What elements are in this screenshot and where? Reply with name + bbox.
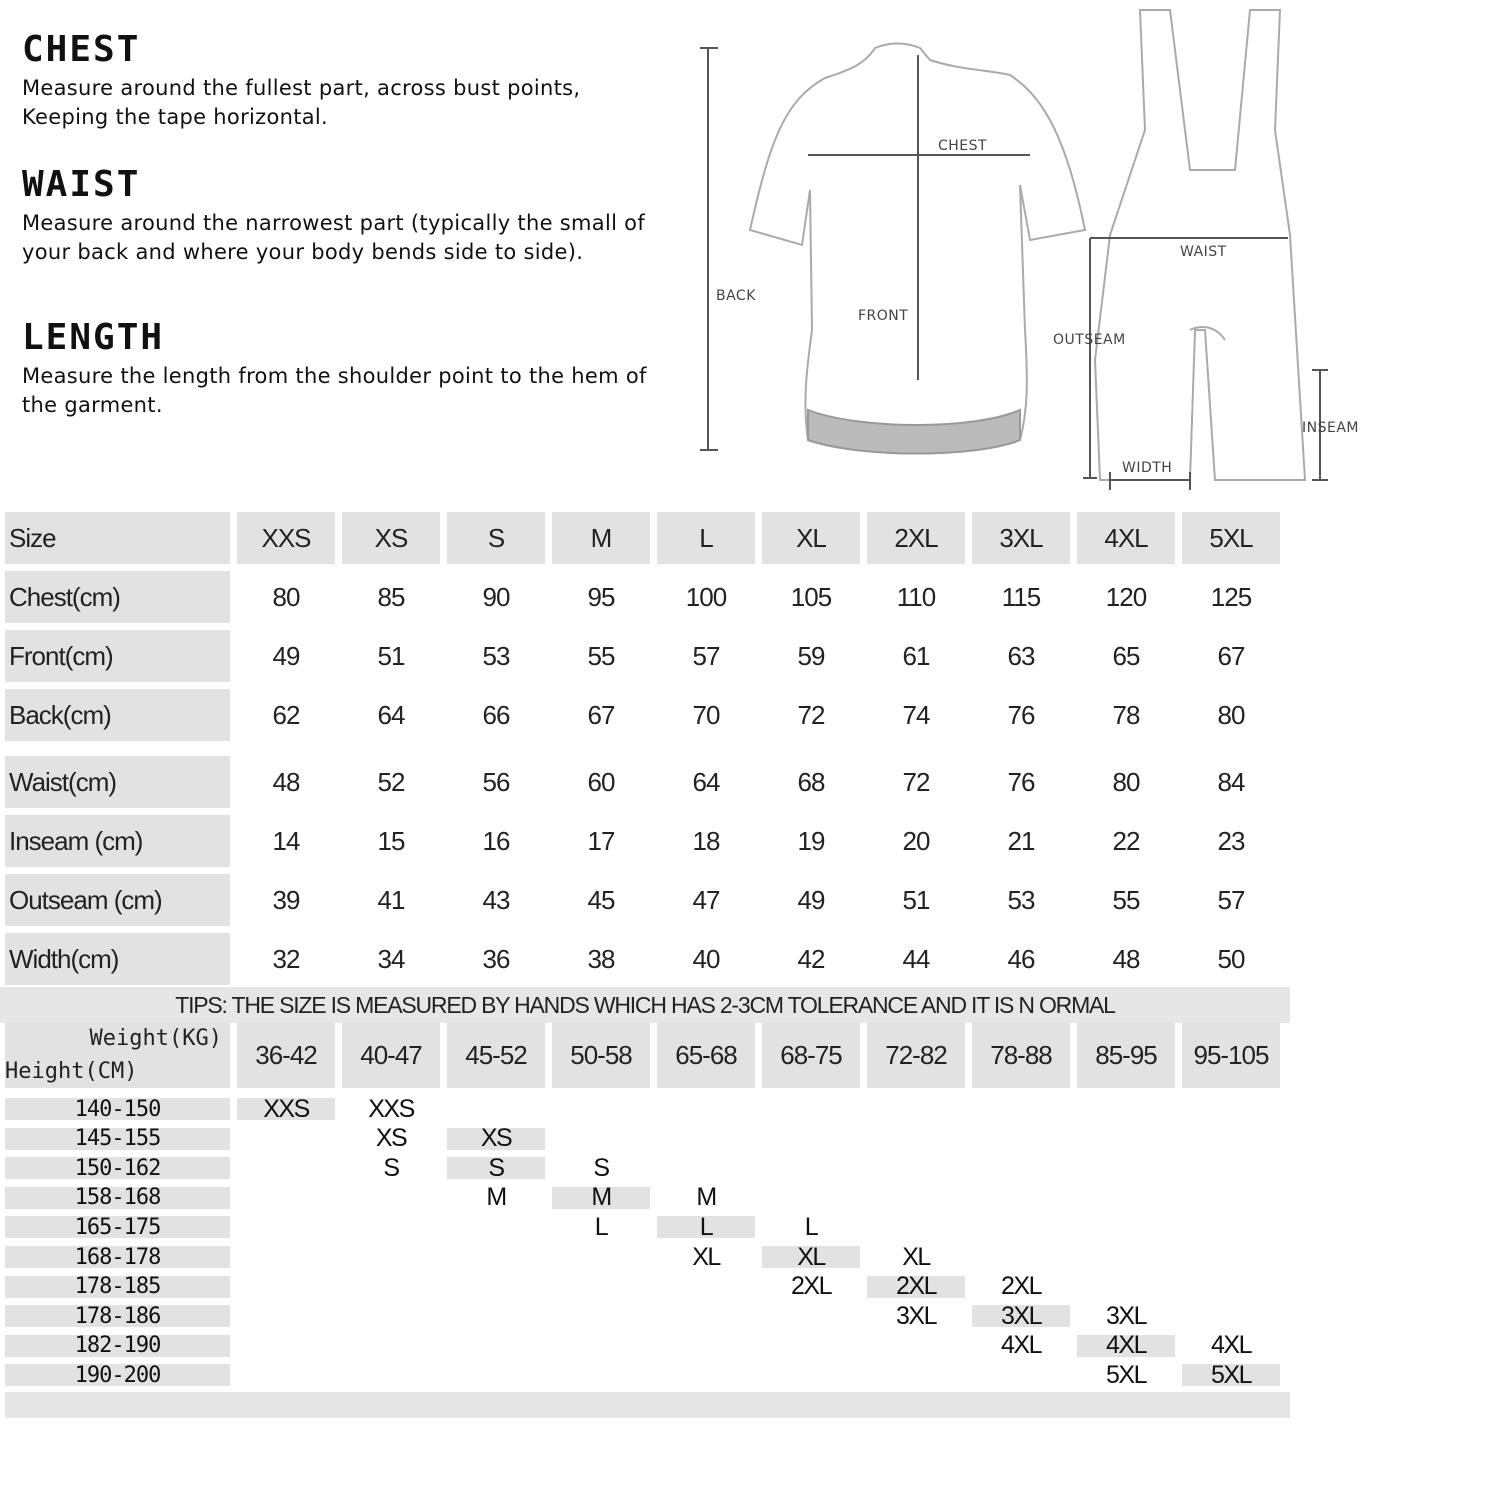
table-cell: 76 [1007, 766, 1035, 797]
row-label: Back(cm) [5, 689, 230, 741]
recommended-size-cell: M [552, 1187, 650, 1209]
row-label: Outseam (cm) [5, 874, 230, 926]
size-header-cell: 2XL [867, 512, 965, 564]
table-cell: 59 [797, 640, 825, 671]
table-cell: 70 [692, 699, 720, 730]
recommended-size-cell: S [383, 1153, 399, 1182]
table-cell: 51 [902, 884, 930, 915]
length-description: Measure the length from the shoulder point to the hem of the garment. [22, 364, 647, 417]
table-cell: 55 [587, 640, 615, 671]
weight-range-cell: 65-68 [657, 1022, 755, 1088]
height-range-cell: 145-155 [5, 1128, 230, 1150]
recommended-size-cell: 2XL [791, 1272, 831, 1301]
height-axis-label: Height(CM) [5, 1059, 138, 1084]
tolerance-tip: TIPS: THE SIZE IS MEASURED BY HANDS WHICH HAS 2-3CM TOLERANCE AND IT IS N ORMAL [0, 987, 1290, 1023]
order-tip [5, 1392, 1290, 1418]
table-cell: 60 [587, 766, 615, 797]
table-cell: 39 [272, 884, 300, 915]
row-label: Chest(cm) [5, 571, 230, 623]
table-cell: 56 [482, 766, 510, 797]
table-cell: 47 [692, 884, 720, 915]
recommended-size-cell: S [593, 1153, 609, 1182]
recommended-size-cell: M [696, 1183, 716, 1212]
garment-measurement-diagram [690, 0, 1410, 500]
table-cell: 66 [482, 699, 510, 730]
table-cell: 90 [482, 581, 510, 612]
table-cell: 85 [377, 581, 405, 612]
row-label: Front(cm) [5, 630, 230, 682]
weight-range-cell: 78-88 [972, 1022, 1070, 1088]
row-label: Width(cm) [5, 933, 230, 985]
weight-range-cell: 50-58 [552, 1022, 650, 1088]
table-cell: 63 [1007, 640, 1035, 671]
recommended-size-cell: XXS [237, 1098, 335, 1120]
weight-range-cell: 36-42 [237, 1022, 335, 1088]
table-cell: 17 [587, 825, 615, 856]
weight-range-cell: 40-47 [342, 1022, 440, 1088]
table-cell: 74 [902, 699, 930, 730]
table-cell: 72 [902, 766, 930, 797]
table-cell: 23 [1217, 825, 1245, 856]
recommended-size-cell: 3XL [896, 1301, 936, 1330]
size-header-cell: XS [342, 512, 440, 564]
length-title: LENGTH [22, 317, 165, 358]
table-cell: 68 [797, 766, 825, 797]
table-cell: 43 [482, 884, 510, 915]
table-cell: 22 [1112, 825, 1140, 856]
table-cell: 57 [692, 640, 720, 671]
diagram-label-outseam: OUTSEAM [1053, 332, 1126, 348]
diagram-label-inseam: INSEAM [1302, 420, 1359, 436]
diagram-label-front: FRONT [858, 308, 909, 324]
table-cell: 55 [1112, 884, 1140, 915]
table-cell: 42 [797, 943, 825, 974]
weight-range-cell: 68-75 [762, 1022, 860, 1088]
weight-range-cell: 95-105 [1182, 1022, 1280, 1088]
waist-description: Measure around the narrowest part (typically the small of your back and where your body bends side to side). [22, 211, 646, 264]
table-cell: 80 [1112, 766, 1140, 797]
recommended-size-cell: 2XL [1001, 1272, 1041, 1301]
table-cell: 51 [377, 640, 405, 671]
chest-description: Measure around the fullest part, across bust points, Keeping the tape horizontal. [22, 76, 581, 129]
recommended-size-cell: L [657, 1216, 755, 1238]
table-cell: 61 [902, 640, 930, 671]
table-cell: 125 [1210, 581, 1252, 612]
recommended-size-cell: XXS [368, 1094, 414, 1123]
table-cell: 16 [482, 825, 510, 856]
table-cell: 80 [1217, 699, 1245, 730]
table-cell: 41 [377, 884, 405, 915]
recommended-size-cell: S [447, 1157, 545, 1179]
size-header-cell: XXS [237, 512, 335, 564]
table-cell: 34 [377, 943, 405, 974]
recommended-size-cell: 4XL [1211, 1331, 1251, 1360]
height-range-cell: 140-150 [5, 1098, 230, 1120]
table-cell: 110 [896, 581, 936, 612]
table-cell: 48 [272, 766, 300, 797]
table-cell: 18 [692, 825, 720, 856]
height-range-cell: 178-186 [5, 1305, 230, 1327]
length-guide [22, 318, 652, 420]
table-cell: 84 [1217, 766, 1245, 797]
weight-range-cell: 45-52 [447, 1022, 545, 1088]
table-cell: 20 [902, 825, 930, 856]
weight-range-cell: 72-82 [867, 1022, 965, 1088]
waist-title: WAIST [22, 164, 141, 205]
size-header-cell: 4XL [1077, 512, 1175, 564]
table-cell: 46 [1007, 943, 1035, 974]
chest-guide [22, 30, 652, 132]
table-cell: 40 [692, 943, 720, 974]
table-cell: 44 [902, 943, 930, 974]
table-cell: 95 [587, 581, 615, 612]
recommended-size-cell: 5XL [1106, 1360, 1146, 1389]
table-cell: 100 [685, 581, 727, 612]
table-cell: 67 [1217, 640, 1245, 671]
height-range-cell: 168-178 [5, 1246, 230, 1268]
table-cell: 57 [1217, 884, 1245, 915]
size-header-cell: S [447, 512, 545, 564]
table-cell: 78 [1112, 699, 1140, 730]
table-cell: 72 [797, 699, 825, 730]
table-cell: 105 [790, 581, 832, 612]
height-range-cell: 150-162 [5, 1157, 230, 1179]
table-cell: 53 [482, 640, 510, 671]
diagram-label-waist: WAIST [1180, 244, 1227, 260]
table-cell: 49 [272, 640, 300, 671]
table-cell: 115 [1001, 581, 1041, 612]
size-header-cell: M [552, 512, 650, 564]
recommended-size-cell: 4XL [1001, 1331, 1041, 1360]
table-cell: 67 [587, 699, 615, 730]
recommended-size-cell: 5XL [1182, 1364, 1280, 1386]
table-cell: 36 [482, 943, 510, 974]
weight-axis-label: Weight(KG) [89, 1026, 222, 1051]
chest-title: CHEST [22, 29, 141, 70]
table-cell: 120 [1105, 581, 1147, 612]
table-cell: 45 [587, 884, 615, 915]
table-cell: 64 [377, 699, 405, 730]
table-cell: 53 [1007, 884, 1035, 915]
height-range-cell: 190-200 [5, 1364, 230, 1386]
recommended-size-cell: 3XL [972, 1305, 1070, 1327]
table-cell: 64 [692, 766, 720, 797]
recommended-size-cell: 4XL [1077, 1335, 1175, 1357]
recommended-size-cell: M [486, 1183, 506, 1212]
recommended-size-cell: 2XL [867, 1276, 965, 1298]
recommended-size-cell: 3XL [1106, 1301, 1146, 1330]
recommended-size-cell: XS [375, 1124, 407, 1153]
table-cell: 65 [1112, 640, 1140, 671]
table-cell: 19 [797, 825, 825, 856]
table-cell: 15 [377, 825, 405, 856]
height-range-cell: 158-168 [5, 1187, 230, 1209]
table-cell: 38 [587, 943, 615, 974]
recommended-size-cell: XL [902, 1242, 930, 1271]
table-cell: 52 [377, 766, 405, 797]
table-cell: 50 [1217, 943, 1245, 974]
size-header-cell: XL [762, 512, 860, 564]
weight-height-corner [5, 1022, 230, 1088]
size-header-cell: 5XL [1182, 512, 1280, 564]
recommended-size-cell: XL [762, 1246, 860, 1268]
recommended-size-cell: XL [692, 1242, 720, 1271]
diagram-label-width: WIDTH [1122, 460, 1173, 476]
table-cell: 49 [797, 884, 825, 915]
size-header-cell: 3XL [972, 512, 1070, 564]
row-label: Waist(cm) [5, 756, 230, 808]
size-column-header: Size [5, 512, 230, 564]
recommended-size-cell: L [594, 1212, 608, 1241]
diagram-label-back: BACK [716, 288, 756, 304]
weight-range-cell: 85-95 [1077, 1022, 1175, 1088]
size-header-cell: L [657, 512, 755, 564]
height-range-cell: 178-185 [5, 1276, 230, 1298]
table-cell: 80 [272, 581, 300, 612]
table-cell: 32 [272, 943, 300, 974]
height-range-cell: 165-175 [5, 1216, 230, 1238]
diagram-label-chest: CHEST [938, 138, 988, 154]
row-label: Inseam (cm) [5, 815, 230, 867]
waist-guide [22, 165, 652, 267]
table-cell: 48 [1112, 943, 1140, 974]
table-cell: 76 [1007, 699, 1035, 730]
table-cell: 21 [1007, 825, 1035, 856]
recommended-size-cell: L [804, 1212, 818, 1241]
recommended-size-cell: XS [447, 1128, 545, 1150]
table-cell: 14 [272, 825, 300, 856]
height-range-cell: 182-190 [5, 1335, 230, 1357]
table-cell: 62 [272, 699, 300, 730]
